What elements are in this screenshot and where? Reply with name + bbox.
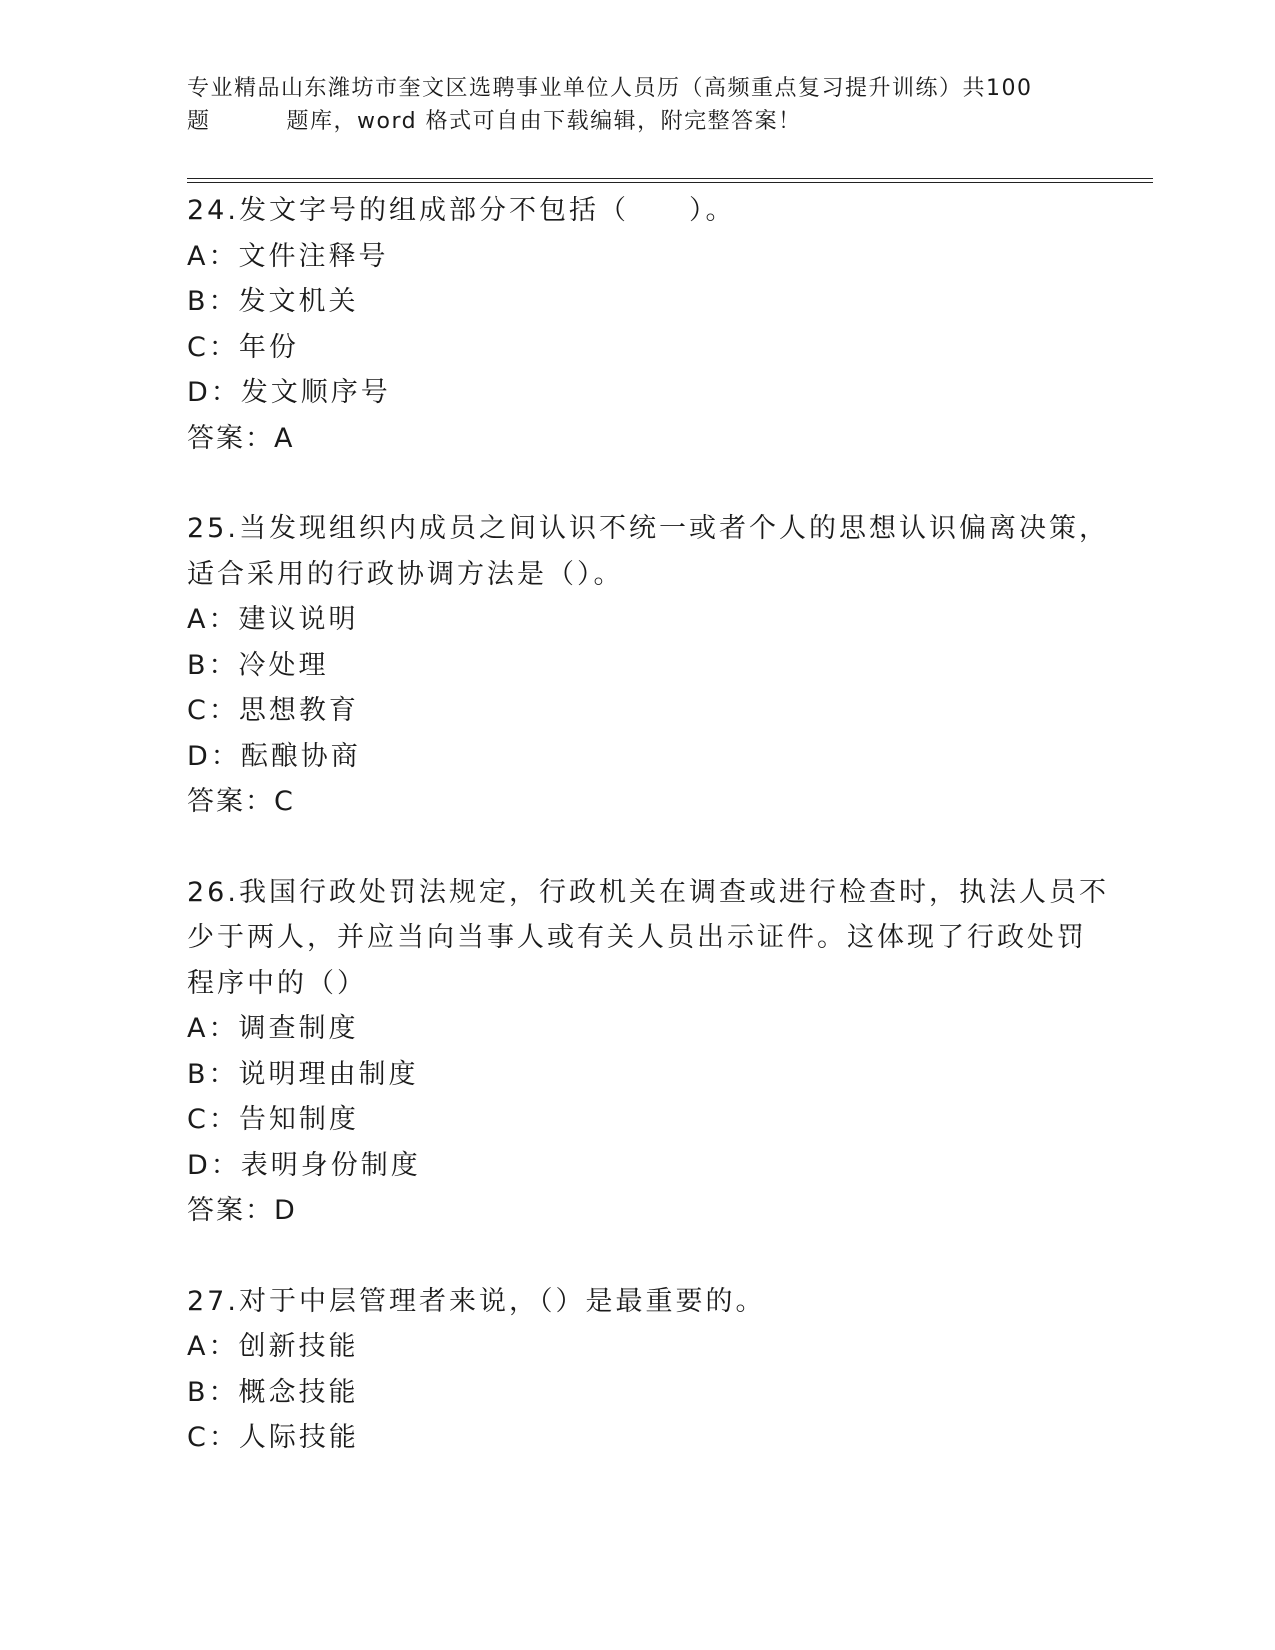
answer-line: 答案：A — [187, 422, 295, 454]
option-c: C：思想教育 — [187, 695, 359, 726]
option-a: A：文件注释号 — [187, 240, 389, 272]
option-d: D：表明身份制度 — [187, 1149, 421, 1181]
header-line-2-end: 题库，word 格式可自由下载编辑，附完整答案！ — [286, 109, 802, 134]
option-c: C：年份 — [187, 331, 299, 363]
option-b: B：概念技能 — [187, 1376, 359, 1408]
question-text: 27.对于中层管理者来说，（）是最重要的。 — [187, 1285, 766, 1317]
option-d: D：发文顺序号 — [187, 377, 391, 408]
question-text: 25.当发现组织内成员之间认识不统一或者个人的思想认识偏离决策， — [187, 513, 1109, 544]
option-b: B：发文机关 — [187, 286, 359, 317]
question-text: 24.发文字号的组成部分不包括（ ）。 — [187, 195, 736, 226]
question-25 — [187, 506, 1109, 825]
question-text-continued: 适合采用的行政协调方法是（）。 — [187, 558, 624, 590]
option-b: B：说明理由制度 — [187, 1058, 419, 1090]
question-24 — [187, 188, 1087, 461]
option-a: A：建议说明 — [187, 604, 359, 635]
question-27 — [187, 1279, 1087, 1461]
option-b: B：冷处理 — [187, 649, 329, 681]
question-text: 26.我国行政处罚法规定，行政机关在调查或进行检查时，执法人员不 — [187, 876, 1109, 908]
question-26 — [187, 870, 1109, 1234]
option-c: C：人际技能 — [187, 1422, 359, 1453]
question-text-continued: 少于两人，并应当向当事人或有关人员出示证件。这体现了行政处罚 — [187, 922, 1087, 953]
option-a: A：调查制度 — [187, 1013, 359, 1044]
option-d: D：酝酿协商 — [187, 740, 361, 772]
question-text-continued: 程序中的（） — [187, 967, 367, 999]
option-a: A：创新技能 — [187, 1331, 359, 1362]
answer-line: 答案：C — [187, 786, 295, 817]
header-line-2-start: 题 — [187, 109, 211, 134]
answer-line: 答案：D — [187, 1195, 297, 1226]
header-double-rule — [187, 178, 1153, 183]
document-header — [187, 72, 1087, 138]
option-c: C：告知制度 — [187, 1104, 359, 1135]
header-line-2 — [187, 105, 1087, 138]
header-line-1: 专业精品山东潍坊市奎文区选聘事业单位人员历（高频重点复习提升训练）共100 — [187, 76, 1033, 101]
question-list — [187, 188, 1109, 1461]
